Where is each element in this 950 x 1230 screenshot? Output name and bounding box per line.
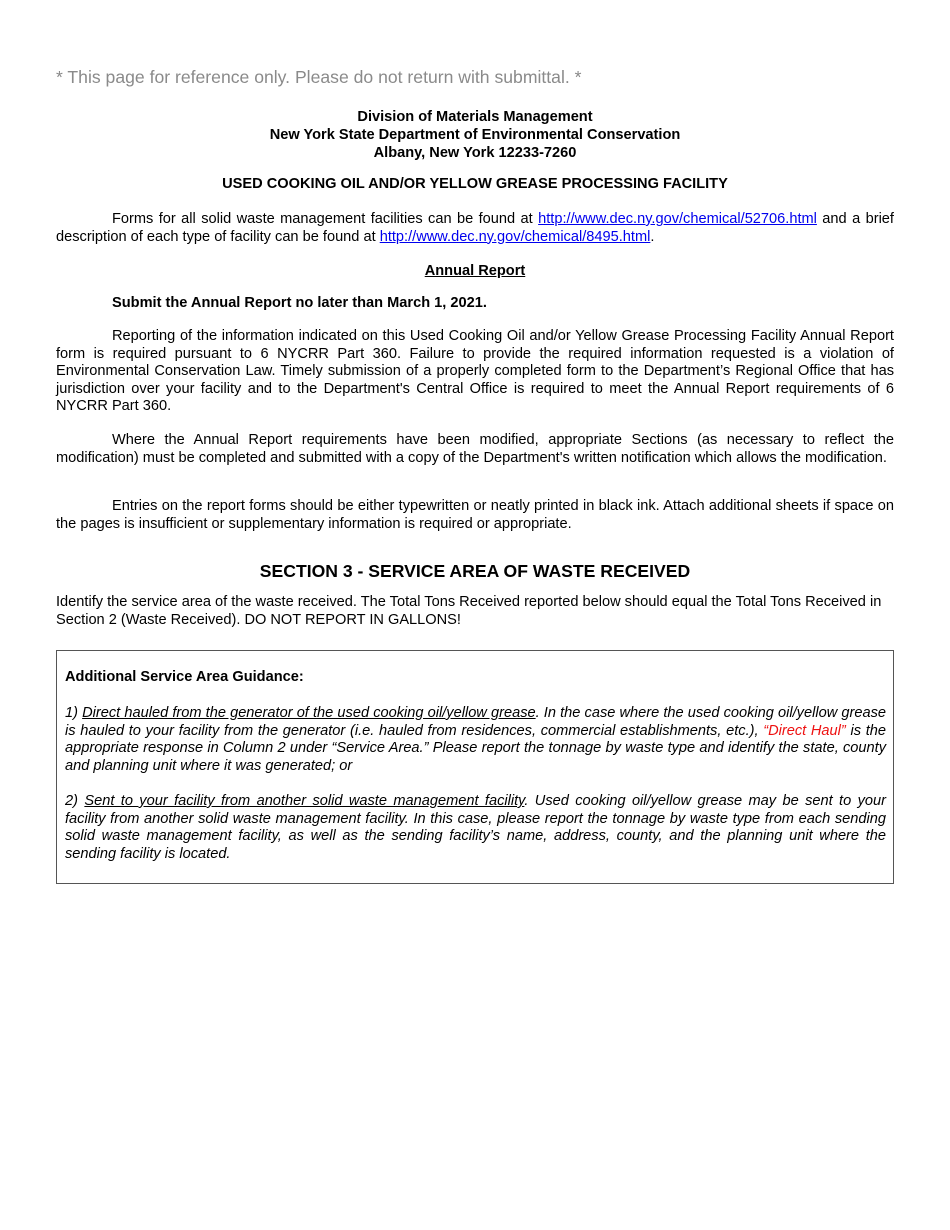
deadline-notice: Submit the Annual Report no later than March 1, 2021.	[112, 295, 487, 311]
guidance-item-2-title: Sent to your facility from another solid waste management facility	[84, 793, 525, 809]
modified-paragraph: Where the Annual Report requirements have been modified, appropriate Sections (as necessary to reflect the modification) must be completed and submitted with a copy of the Department's written notification which allows the modification.	[56, 432, 894, 466]
direct-haul-highlight: “Direct Haul”	[763, 722, 846, 739]
guidance-item-direct-haul	[65, 705, 886, 775]
reporting-paragraph: Reporting of the information indicated on this Used Cooking Oil and/or Yellow Grease Processing Facility Annual Report form is required pursuant to 6 NYCRR Part 360. Failure to provide the required information requested is a violation of Environmental Conservation Law. Timely submission of a properly completed form to the Department’s Regional Office that has jurisdiction over your facility and to the Department's Central Office is required to meet the Annual Report requirements of 6 NYCRR Part 360.	[56, 328, 894, 415]
agency-department: New York State Department of Environmental Conservation	[269, 127, 681, 143]
agency-division: Division of Materials Management	[357, 109, 593, 125]
agency-address: Albany, New York 12233-7260	[373, 145, 577, 161]
reference-note: * This page for reference only. Please do not return with submittal. *	[56, 67, 582, 87]
forms-paragraph	[56, 211, 894, 246]
guidance-box	[56, 650, 894, 884]
guidance-item-2-text-a: . Used cooking oil/yellow grease may be sent to your facility from another solid waste management facility. In this case, please report the tonnage by waste type from each sending solid waste management facility, as well as the sending facility’s name, address, county, and the planning unit where the sending facility is located.	[65, 793, 886, 862]
guidance-item-2-number: 2)	[65, 793, 85, 809]
section-title: SECTION 3 - SERVICE AREA OF WASTE RECEIVED	[259, 561, 691, 581]
guidance-item-1-text-b: is the appropriate response in Column 2 under “Service Area.” Please report the tonnage by waste type and identify the state, county and planning unit where it was generated; or	[65, 722, 886, 774]
guidance-item-1-title: Direct hauled from the generator of the used cooking oil/yellow grease	[82, 705, 536, 721]
annual-report-heading: Annual Report	[424, 263, 526, 279]
section-intro: Identify the service area of the waste received. The Total Tons Received reported below should equal the Total Tons Received in Section 2 (Waste Received). DO NOT REPORT IN GALLONS!	[56, 594, 882, 628]
agency-header	[56, 108, 894, 162]
facility-title: USED COOKING OIL AND/OR YELLOW GREASE PROCESSING FACILITY	[222, 176, 728, 192]
guidance-item-1-number: 1)	[65, 705, 83, 721]
entries-paragraph: Entries on the report forms should be either typewritten or neatly printed in black ink. Attach additional sheets if space on the pages is insufficient or supplementary information is required or appropriate.	[56, 498, 894, 532]
forms-text-3: .	[650, 228, 655, 245]
forms-link[interactable]: http://www.dec.ny.gov/chemical/52706.html	[538, 211, 817, 227]
guidance-heading: Additional Service Area Guidance:	[65, 669, 304, 685]
guidance-item-facility-sent	[65, 793, 886, 863]
forms-text-1: Forms for all solid waste management facilities can be found at	[112, 211, 539, 227]
facility-types-link[interactable]: http://www.dec.ny.gov/chemical/8495.html	[379, 228, 651, 245]
forms-text-2: and a brief description of each type of facility can be found at	[56, 211, 894, 245]
guidance-item-1-text-a: . In the case where the used cooking oil/yellow grease is hauled to your facility from the generator (i.e. hauled from residences, commercial establishments, etc.),	[65, 705, 886, 739]
